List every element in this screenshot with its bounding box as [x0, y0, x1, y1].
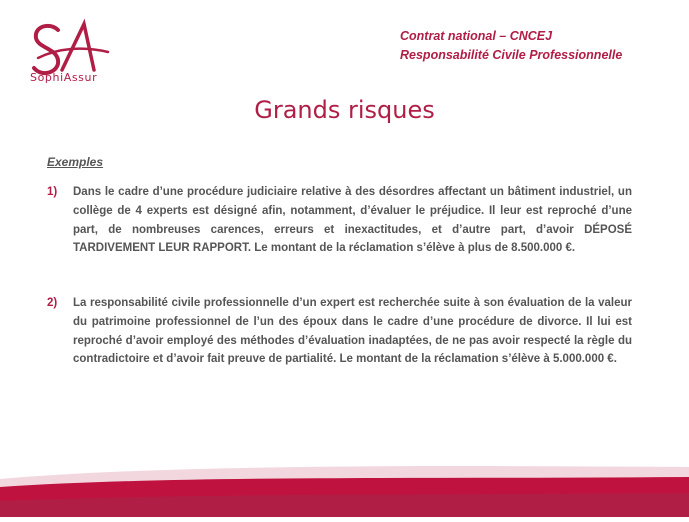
list-item	[47, 294, 632, 369]
header	[400, 27, 622, 65]
item-number: 1)	[47, 186, 58, 198]
item-text: Dans le cadre d’une procédure judiciaire relative à des désordres affectant un bâtiment industriel, un collège de 4 experts est désigné afin, notamment, d’évaluer le préjudice. Il leur est reproché d’une part, de nombreuses carences, erreurs et inexactitudes, et d’autre part, d’avoir DÉPOSÉ TARDIVEMENT LEUR RAPPORT. Le montant de la réclamation s’élève à plus de 8.500.000 €.	[73, 186, 632, 255]
header-line-2: Responsabilité Civile Professionnelle	[400, 48, 623, 62]
logo-text: SophiAssur	[30, 71, 98, 84]
list-item	[47, 183, 632, 258]
section-label: Exemples	[47, 155, 104, 169]
header-line-1: Contrat national – CNCEJ	[400, 29, 553, 43]
footer-wave	[0, 457, 689, 517]
page-title: Grands risques	[254, 96, 435, 124]
item-number: 2)	[47, 297, 58, 309]
item-text: La responsabilité civile professionnelle d’un expert est recherchée suite à son évaluation de la valeur du patrimoine professionnel de l’un des époux dans le cadre d’une procédure de divorce. Il lui est reproché d’avoir employé des méthodes d’évaluation inadaptées, de ne pas avoir respecté la règle du contradictoire et d’avoir fait preuve de partialité. Le montant de la réclamation s’élève à 5.000.000 €.	[73, 297, 632, 366]
